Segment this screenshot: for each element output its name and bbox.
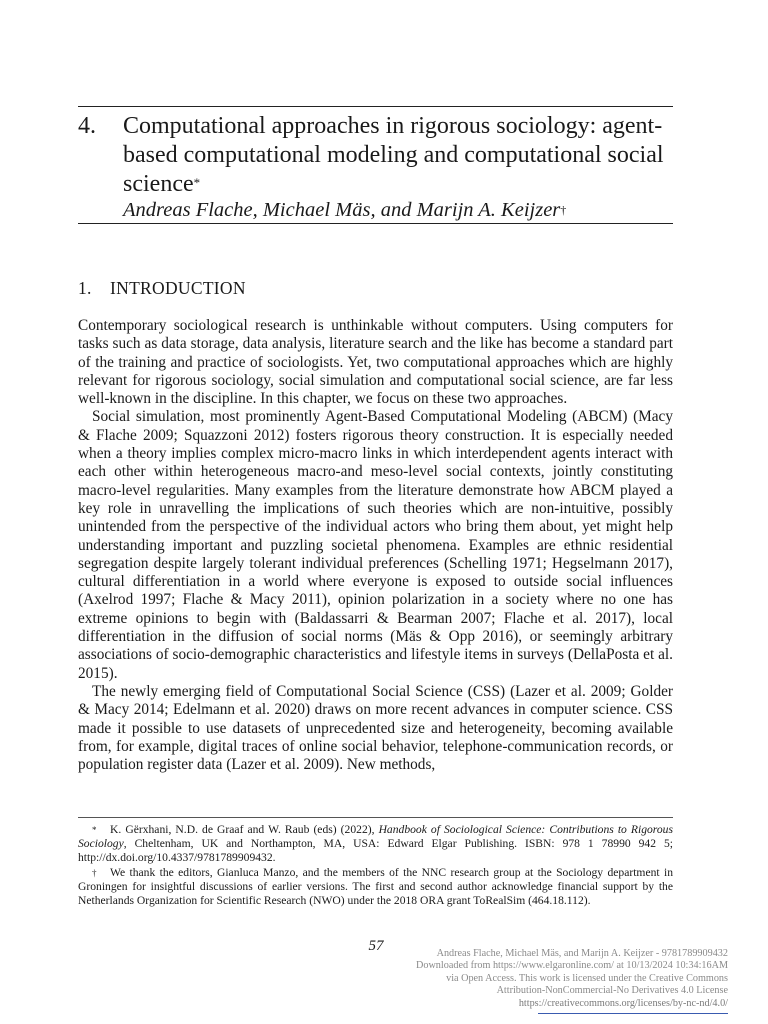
paragraph-2: Social simulation, most prominently Agent-Based Computational Modeling (ABCM) (Macy & Flache 2009; Squazzoni 2012) fosters rigorous theory construction. It is especially needed when a theory implies complex micro-macro links in which interdependent agents interact with each other within heterogeneous macro-and meso-level social contexts, jointly constituting macro-level regularities. Many examples from the literature demonstrate how ABCM played a key role in unravelling the implications of such theories which are non-intuitive, possibly unintended from the perspective of the individual actors who bring them about, yet might help understanding important and puzzling societal phenomena. Examples are ethnic residential segregation despite largely tolerant individual preferences (Schelling 1971; Hegselmann 2017), cultural differentiation in a world where everyone is exposed to outside social influences (Axelrod 1997; Flache & Macy 2011), opinion polarization in a society where no one has extreme opinions to begin with (Baldassarri & Bearman 2007; Flache et al. 2017), local differentiation in the diffusion of social norms (Mäs & Opp 2016), or seemingly arbitrary associations of socio-demographic characteristics and lifestyle items in surveys (DellaPosta et al. 2015). (78, 408, 673, 682)
watermark-line-3: via Open Access. This work is licensed under the Creative Commons (446, 972, 728, 984)
watermark-line-1: Andreas Flache, Michael Mäs, and Marijn A. Keijzer - 9781789909432 (436, 948, 728, 959)
footnote-1-post: , Cheltenham, UK and Northampton, MA, USA: Edward Elgar Publishing. ISBN: 978 1 78990 942 5; http://dx.doi.org/10.4337/9781789909432. (78, 837, 673, 865)
chapter-title (123, 112, 678, 199)
footnote-2 (78, 866, 673, 909)
chapter-title-footnote-mark[interactable]: * (193, 175, 201, 190)
download-watermark (408, 948, 728, 1010)
footnote-1 (78, 823, 673, 866)
page-number: 57 (368, 938, 384, 954)
section-heading (78, 278, 246, 299)
license-link-underline (538, 1013, 728, 1014)
chapter-authors (123, 197, 566, 223)
chapter-title-text: Computational approaches in rigorous sociology: agent-based computational modeling and computational social science (123, 113, 664, 197)
paragraph-1: Contemporary sociological research is unthinkable without computers. Using computers for tasks such as data storage, data analysis, literature search and the like has become a standard part of the training and practice of sociologists. Yet, two computational approaches which are highly relevant for rigorous sociology, social simulation and computational social science, are far less well-known in the discipline. In this chapter, we focus on these two approaches. (78, 317, 673, 408)
section-title: INTRODUCTION (110, 278, 246, 298)
body-text (78, 317, 673, 774)
section-number: 1. (78, 278, 92, 298)
chapter-top-rule (78, 106, 673, 107)
footnote-1-mark: * (92, 825, 97, 835)
footnote-rule (78, 817, 673, 818)
footnote-1-book-title: Handbook of Sociological Science: Contributions to Rigorous Sociology (78, 823, 673, 851)
paragraph-3: The newly emerging field of Computational Social Science (CSS) (Lazer et al. 2009; Golder & Macy 2014; Edelmann et al. 2020) draws on more recent advances in computer science. CSS made it possible to use datasets of unprecedented size and heterogeneity, becoming available from, for example, digital traces of online social behavior, telephone-communication records, or population register data (Lazer et al. 2009). New methods, (78, 682, 673, 774)
footnotes (78, 823, 673, 908)
chapter-bottom-rule (78, 223, 673, 224)
license-link[interactable]: https://creativecommons.org/licenses/by-nc-nd/4.0/ (518, 997, 728, 1009)
authors-footnote-mark[interactable]: † (560, 203, 567, 217)
watermark-line-2: Downloaded from https://www.elgaronline.com/ at 10/13/2024 10:34:16AM (416, 960, 728, 972)
authors-text: Andreas Flache, Michael Mäs, and Marijn A. Keijzer (123, 199, 561, 221)
watermark-line-4: Attribution-NonCommercial-No Derivatives 4.0 License (496, 985, 728, 997)
footnote-2-text: We thank the editors, Gianluca Manzo, and the members of the NNC research group at the Sociology department in Groningen for insightful discussions of earlier versions. The first and second author acknowledge financial support by the Netherlands Organization for Scientific Research (NWO) under the 2018 ORA grant ToRealSim (464.18.112). (78, 865, 673, 908)
footnote-2-mark: † (92, 867, 97, 878)
chapter-number: 4. (78, 113, 96, 139)
footnote-1-pre: K. Gërxhani, N.D. de Graaf and W. Raub (eds) (2022), (110, 823, 379, 836)
